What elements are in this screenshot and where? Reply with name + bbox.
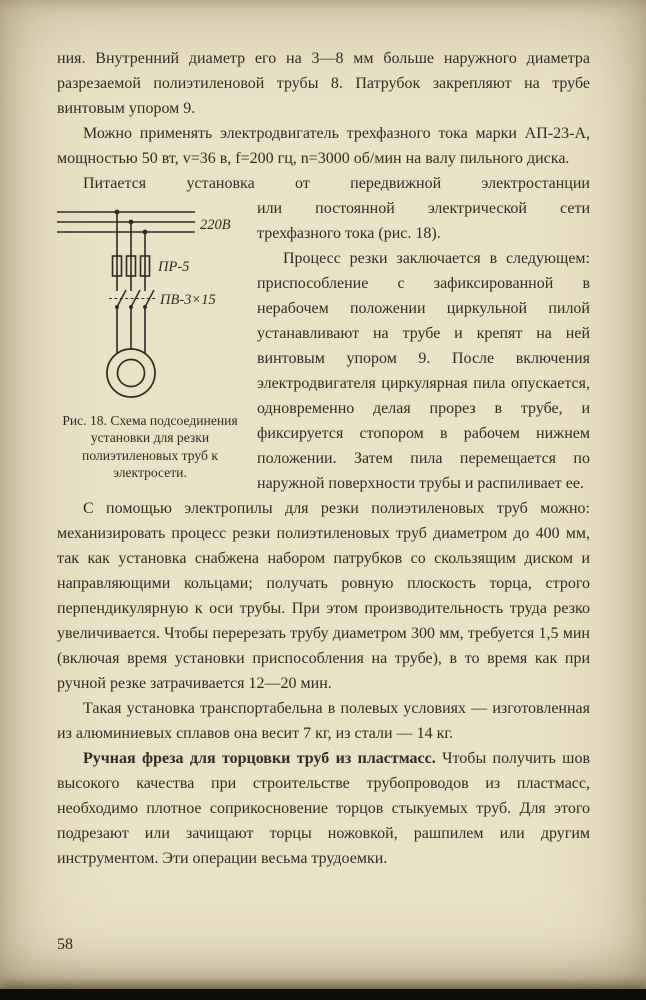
paragraph-power-supply-line1: Питается установка от передвижной электростанции: [83, 175, 590, 192]
paragraph-hand-mill: [57, 746, 590, 871]
bus-lines: [57, 212, 195, 232]
figure-18: [57, 201, 243, 482]
paragraph-pipe-sleeve: ния. Внутренний диаметр его на 3—8 мм больше наружного диаметра разрезаемой полиэтиленовой трубы 8. Патрубок закрепляют на трубе винтовым упором 9.: [57, 50, 590, 117]
paragraph-cutting-process: Процесс резки заключается в следующем: приспособление с зафиксированной в нерабочем положении циркульной пилой устанавливают на трубе и крепят на ней винтовым упором 9. После включения электродвигателя циркулярная пила опускается, одновременно делая прорез в трубе, и фиксируется стопором в рабочем нижнем положении. Затем пила перемещается по наружной поверхности трубы и распиливает ее.: [257, 250, 590, 492]
figure-18-caption: Рис. 18. Схема подсоединения установки для резки полиэтиленовых труб к электросети.: [62, 413, 238, 481]
paragraph-hand-mill-text: Чтобы получить шов высокого качества при строительстве трубопроводов из пластмасс, необходимо плотное соприкосновение торцов стыкуемых труб. Для этого подрезают или зачищают торцы ножовкой, рашпилем или другим инструментом. Эти операции весьма трудоемки.: [57, 750, 591, 867]
voltage-label: 220В: [200, 217, 231, 233]
paragraph-power-supply-cont: или постоянной электрической сети трехфазного тока (рис. 18).: [257, 200, 590, 242]
phase-wires: [117, 212, 145, 291]
paragraph-advantages: С помощью электропилы для резки полиэтиленовых труб можно: механизировать процесс резки полиэтиленовых труб диаметром до 400 мм, так как установка снабжена набором патрубков со скользящим диском и направляющими кольцами; получать ровную плоскость торца, строго перпендикулярную к оси трубы. При этом производительность труда резко увеличивается. Чтобы перерезать трубу диаметром 300 мм, требуется 1,5 мин (включая время установки приспособления на трубе), в то время как при ручной резке затрачивается 12—20 мин.: [57, 500, 590, 692]
switch-label: ПВ-3×15: [160, 292, 216, 308]
motor-leads: [117, 307, 145, 354]
scan-edge: [0, 989, 646, 1000]
motor-symbol: [107, 349, 155, 397]
fuse-label: ПР-5: [158, 259, 190, 275]
text-column: [57, 46, 590, 871]
wiring-diagram: [57, 201, 243, 405]
paragraph-portability: Такая установка транспортабельна в полевых условиях — изготовленная из алюминиевых сплавов она весит 7 кг, из стали — 14 кг.: [57, 700, 590, 742]
paragraph-motor-specs: Можно применять электродвигатель трехфазного тока марки АП-23-А, мощностью 50 вт, v=36 в, f=200 гц, n=3000 об/мин на валу пильного диска.: [57, 125, 590, 167]
switch-symbols: [109, 290, 156, 309]
diagram-labels: [157, 217, 231, 308]
page-number: 58: [57, 936, 73, 953]
run-in-heading: Ручная фреза для торцовки труб из пластмасс.: [83, 750, 436, 767]
